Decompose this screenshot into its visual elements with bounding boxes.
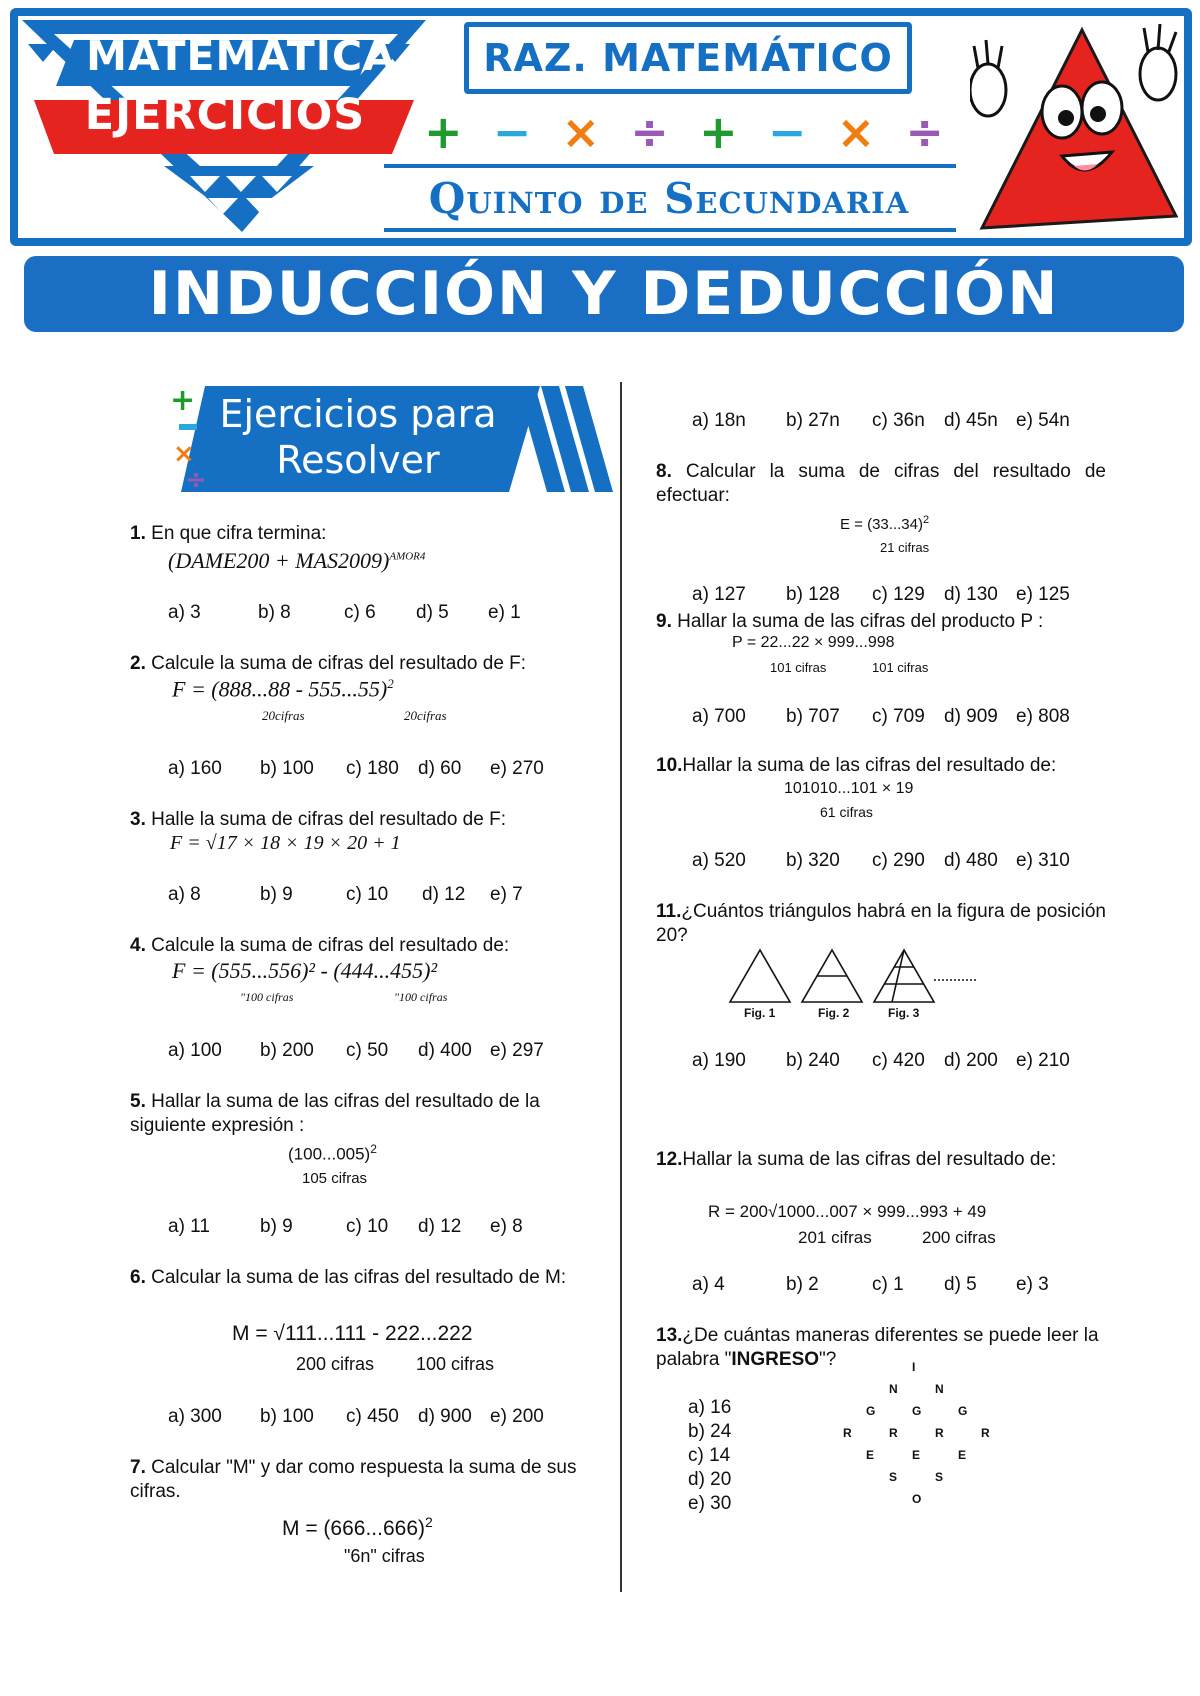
letter-E: E [958, 1448, 967, 1462]
option-a[interactable]: a) 11 [168, 1216, 210, 1237]
option-d[interactable]: d) 60 [418, 758, 462, 779]
options-9 [692, 706, 1070, 728]
option-b[interactable]: b) 100 [260, 758, 314, 779]
option-e[interactable]: e) 270 [490, 758, 544, 779]
question-8 [656, 460, 1106, 508]
formula-5 [288, 1142, 377, 1165]
letter-G: G [912, 1404, 922, 1418]
question-number: 4. [130, 935, 146, 956]
question-text: Hallar la suma de las cifras del producto P : [677, 611, 1044, 632]
formula-6-underbrace-2: 100 cifras [416, 1354, 495, 1374]
svg-text:÷: ÷ [185, 465, 207, 495]
question-text: Calcular la suma de cifras del resultado de efectuar: [656, 461, 1107, 506]
formula-2-underbrace-1: 20cifras [262, 708, 305, 723]
option-b[interactable]: b) 240 [786, 1050, 840, 1071]
formula-text: F = (888...88 - 555...55) [172, 676, 388, 702]
formula-6: M = √111...111 - 222...222 [232, 1322, 473, 1345]
option-d[interactable]: d) 200 [944, 1050, 998, 1071]
question-text: Hallar la suma de las cifras del resultado de la siguiente expresión : [130, 1091, 540, 1136]
option-b[interactable]: b) 200 [260, 1040, 314, 1061]
option-a[interactable]: a) 127 [692, 584, 746, 605]
formula-10: 101010...101 × 19 [784, 780, 914, 797]
option-d[interactable]: d) 5 [416, 602, 449, 623]
option-e[interactable]: e) 125 [1016, 584, 1070, 605]
option-e[interactable]: e) 30 [688, 1493, 732, 1514]
option-c[interactable]: c) 50 [346, 1040, 389, 1061]
option-c[interactable]: c) 129 [872, 584, 925, 605]
question-text: Calcular la suma de las cifras del resultado de M: [151, 1267, 567, 1288]
option-a[interactable]: a) 100 [168, 1040, 222, 1061]
letter-G: G [958, 1404, 968, 1418]
svg-text:×: × [173, 439, 195, 469]
option-c[interactable]: c) 10 [346, 884, 389, 905]
options-13 [688, 1396, 731, 1516]
option-a[interactable]: a) 160 [168, 758, 222, 779]
formula-2 [172, 676, 394, 702]
option-b[interactable]: b) 24 [688, 1421, 732, 1442]
options-3 [168, 884, 523, 906]
question-7 [130, 1456, 590, 1504]
divide-icon: ÷ [630, 105, 669, 159]
options-7 [692, 410, 1070, 432]
formula-9: P = 22...22 × 999...998 [732, 634, 895, 651]
times-icon: × [836, 105, 876, 159]
logo-line1: MATEMATICA [86, 32, 396, 80]
option-a[interactable]: a) 4 [692, 1274, 725, 1295]
plus-icon: + [699, 105, 738, 159]
option-c[interactable]: c) 420 [872, 1050, 925, 1071]
fig-label-3: Fig. 3 [888, 1006, 920, 1020]
formula-9-underbrace-1: 101 cifras [770, 660, 827, 675]
triangle-figures [728, 948, 978, 1006]
question-6 [130, 1266, 590, 1290]
times-icon: × [561, 105, 601, 159]
letter-N: N [889, 1382, 898, 1396]
svg-text:+: + [170, 383, 196, 418]
grade-label: Quinto de Secundaria [428, 173, 910, 223]
section-title-line1: Ejercicios para [219, 392, 497, 436]
letter-O: O [912, 1492, 922, 1506]
question-12 [656, 1148, 1116, 1172]
letter-R: R [935, 1426, 944, 1440]
option-e[interactable]: e) 54n [1016, 410, 1070, 431]
option-a[interactable]: a) 3 [168, 602, 201, 623]
divide-icon: ÷ [905, 105, 944, 159]
formula-2-underbrace-2: 20cifras [404, 708, 447, 723]
option-e[interactable]: e) 8 [490, 1216, 523, 1237]
letter-E: E [912, 1448, 921, 1462]
option-d[interactable]: d) 20 [688, 1469, 732, 1490]
minus-icon: − [767, 105, 807, 159]
option-a[interactable]: a) 8 [168, 884, 201, 905]
question-3 [130, 808, 590, 832]
question-5 [130, 1090, 590, 1138]
question-number: 10. [656, 755, 683, 776]
figure-3 [874, 950, 934, 1002]
question-2 [130, 652, 590, 676]
options-4 [168, 1040, 544, 1062]
formula-8-underbrace: 21 cifras [880, 540, 930, 555]
letter-I: I [912, 1360, 916, 1374]
option-b[interactable]: b) 2 [786, 1274, 819, 1295]
option-b[interactable]: b) 8 [258, 602, 291, 623]
question-number: 3. [130, 809, 146, 830]
option-e[interactable]: e) 3 [1016, 1274, 1049, 1295]
question-text: Hallar la suma de las cifras del resultado de: [682, 755, 1057, 776]
formula-text: (100...005) [288, 1144, 371, 1164]
question-number: 12. [656, 1149, 683, 1170]
letter-N: N [935, 1382, 944, 1396]
question-text-end: "? [819, 1349, 837, 1370]
subject-box [464, 22, 912, 94]
question-1 [130, 522, 590, 546]
column-divider [620, 382, 622, 1592]
figure-2 [802, 950, 862, 1002]
question-number: 9. [656, 611, 672, 632]
question-9 [656, 610, 1116, 634]
question-text: En que cifra termina: [151, 523, 327, 544]
option-c[interactable]: c) 14 [688, 1445, 731, 1466]
question-4 [130, 934, 590, 958]
option-a[interactable]: a) 16 [688, 1397, 732, 1418]
option-c[interactable]: c) 709 [872, 706, 925, 727]
question-text: Calcular "M" y dar como respuesta la suma de sus cifras. [130, 1457, 577, 1502]
question-text: Calcule la suma de cifras del resultado de: [151, 935, 510, 956]
option-c[interactable]: c) 36n [872, 410, 925, 431]
formula-12-underbrace-2: 200 cifras [922, 1228, 996, 1247]
formula-8 [840, 514, 929, 533]
subject-title: RAZ. MATEMÁTICO [483, 36, 893, 80]
question-11 [656, 900, 1106, 948]
options-10 [692, 850, 1070, 872]
option-a[interactable]: a) 700 [692, 706, 746, 727]
formula-4-underbrace-2: "100 cifras [394, 990, 448, 1004]
option-c[interactable]: c) 290 [872, 850, 925, 871]
letter-S: S [935, 1470, 944, 1484]
formula-7-underbrace: "6n" cifras [344, 1546, 425, 1566]
question-number: 2. [130, 653, 146, 674]
question-text: Calcule la suma de cifras del resultado de F: [151, 653, 527, 674]
options-2 [168, 758, 544, 780]
formula-3: F = √17 × 18 × 19 × 20 + 1 [170, 832, 401, 854]
option-e[interactable]: e) 200 [490, 1406, 544, 1427]
page-title: INDUCCIÓN Y DEDUCCIÓN [148, 259, 1060, 329]
letter-S: S [889, 1470, 898, 1484]
option-d[interactable]: d) 900 [418, 1406, 472, 1427]
formula-exponent: AMOR4 [389, 550, 426, 563]
question-number: 11. [656, 901, 682, 922]
option-b[interactable]: b) 707 [786, 706, 840, 727]
formula-9-underbrace-2: 101 cifras [872, 660, 929, 675]
formula-text: M = (666...666) [282, 1517, 425, 1540]
option-e[interactable]: e) 808 [1016, 706, 1070, 727]
formula-exponent: 2 [387, 676, 394, 691]
question-number: 6. [130, 1267, 146, 1288]
options-1 [168, 602, 521, 624]
formula-4-underbrace-1: "100 cifras [240, 990, 294, 1004]
formula-text: E = (33...34) [840, 516, 923, 533]
option-e[interactable]: e) 7 [490, 884, 523, 905]
formula-1 [168, 548, 425, 574]
question-text: Hallar la suma de las cifras del resultado de: [682, 1149, 1057, 1170]
triangle-mascot-icon [970, 16, 1186, 242]
question-number: 13. [656, 1325, 683, 1346]
formula-exponent: 2 [922, 514, 930, 526]
question-text: Halle la suma de cifras del resultado de F: [151, 809, 506, 830]
option-a[interactable]: a) 18n [692, 410, 746, 431]
question-number: 7. [130, 1457, 146, 1478]
letter-R: R [981, 1426, 990, 1440]
option-d[interactable]: d) 45n [944, 410, 998, 431]
option-a[interactable]: a) 190 [692, 1050, 746, 1071]
formula-exponent: 2 [425, 1514, 433, 1530]
option-e[interactable]: e) 310 [1016, 850, 1070, 871]
options-12 [692, 1274, 1049, 1296]
letter-E: E [866, 1448, 875, 1462]
option-e[interactable]: e) 297 [490, 1040, 544, 1061]
option-e[interactable]: e) 210 [1016, 1050, 1070, 1071]
option-c[interactable]: c) 450 [346, 1406, 399, 1427]
options-5 [168, 1216, 523, 1238]
formula-10-underbrace: 61 cifras [820, 804, 873, 820]
option-b[interactable]: b) 9 [260, 884, 293, 905]
figure-1 [730, 950, 790, 1002]
option-c[interactable]: c) 6 [344, 602, 376, 623]
question-10 [656, 754, 1116, 778]
option-a[interactable]: a) 520 [692, 850, 746, 871]
formula-4: F = (555...556)² - (444...455)² [172, 958, 438, 983]
question-text: ¿Cuántos triángulos habrá en la figura de posición 20? [656, 901, 1106, 946]
options-11 [692, 1050, 1070, 1072]
option-d[interactable]: d) 12 [422, 884, 466, 905]
option-d[interactable]: d) 909 [944, 706, 998, 727]
letter-R: R [843, 1426, 852, 1440]
question-number: 1. [130, 523, 146, 544]
option-b[interactable]: b) 320 [786, 850, 840, 871]
formula-exponent: 2 [370, 1142, 377, 1156]
formula-6-underbrace-1: 200 cifras [296, 1354, 375, 1374]
letter-R: R [889, 1426, 898, 1440]
question-text: ¿De cuántas maneras diferentes se puede leer la palabra " [656, 1325, 1099, 1370]
option-a[interactable]: a) 300 [168, 1406, 222, 1427]
formula-text: (DAME200 + MAS2009) [168, 548, 390, 573]
plus-icon: + [424, 105, 463, 159]
fig-label-2: Fig. 2 [818, 1006, 850, 1020]
option-c[interactable]: c) 10 [346, 1216, 389, 1237]
fig-label-1: Fig. 1 [744, 1006, 776, 1020]
options-8 [692, 584, 1070, 606]
option-b[interactable]: b) 9 [260, 1216, 293, 1237]
grade-label-wrap [384, 168, 954, 228]
formula-12: R = 200√1000...007 × 999...993 + 49 [708, 1202, 987, 1221]
option-e[interactable]: e) 1 [488, 602, 521, 623]
option-d[interactable]: d) 400 [418, 1040, 472, 1061]
option-b[interactable]: b) 128 [786, 584, 840, 605]
minus-icon: − [492, 105, 532, 159]
option-b[interactable]: b) 100 [260, 1406, 314, 1427]
title-banner [24, 256, 1184, 332]
question-number: 5. [130, 1091, 146, 1112]
option-c[interactable]: c) 180 [346, 758, 399, 779]
option-d[interactable]: d) 5 [944, 1274, 977, 1295]
section-title-line2: Resolver [276, 438, 440, 482]
formula-5-underbrace: 105 cifras [302, 1170, 368, 1187]
option-d[interactable]: d) 480 [944, 850, 998, 871]
option-d[interactable]: d) 12 [418, 1216, 462, 1237]
operator-strip [424, 104, 944, 160]
options-6 [168, 1406, 544, 1428]
formula-7 [282, 1514, 433, 1541]
letter-G: G [866, 1404, 876, 1418]
logo-line2: EJERCICIOS [84, 90, 366, 140]
option-d[interactable]: d) 130 [944, 584, 998, 605]
option-c[interactable]: c) 1 [872, 1274, 904, 1295]
question-keyword: INGRESO [731, 1349, 820, 1370]
question-number: 8. [656, 461, 672, 482]
option-b[interactable]: b) 27n [786, 410, 840, 431]
question-13 [656, 1324, 1116, 1372]
formula-12-underbrace-1: 201 cifras [798, 1228, 872, 1247]
